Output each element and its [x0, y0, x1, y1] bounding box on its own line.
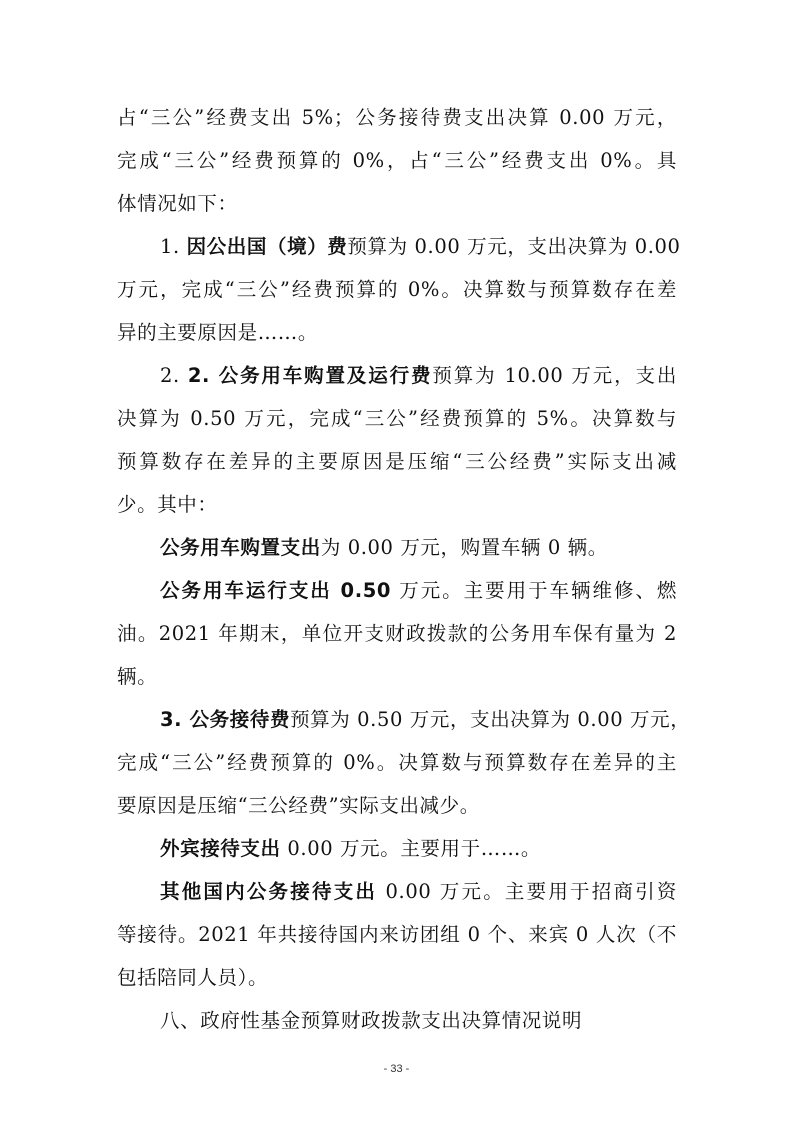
page-number: - 33 -	[383, 1063, 410, 1075]
item-1-line	[160, 235, 681, 259]
domestic-reception-text: 0.00 万元。主要用于招商引资	[377, 880, 677, 903]
paragraph-line: 完成“三公”经费预算的 0%。决算数与预算数存在差异的主	[117, 751, 677, 774]
paragraph-line: 决算为 0.50 万元，完成“三公”经费预算的 5%。决算数与	[117, 407, 677, 430]
paragraph-line: 占“三公”经费支出 5%；公务接待费支出决算 0.00 万元，	[117, 106, 677, 129]
paragraph-line: 预算数存在差异的主要原因是压缩“三公经费”实际支出减	[117, 450, 677, 473]
item-2-number: 2.	[160, 364, 188, 387]
vehicle-running-line	[160, 579, 677, 603]
vehicle-purchase-text: 为 0.00 万元，购置车辆 0 辆。	[320, 536, 608, 559]
item-1-number: 1.	[160, 235, 187, 258]
item-2-title: 2. 公务用车购置及运行费	[187, 364, 433, 387]
domestic-reception-title: 其他国内公务接待支出	[160, 880, 378, 903]
paragraph-line: 体情况如下：	[117, 192, 238, 215]
paragraph-line: 完成“三公”经费预算的 0%，占“三公”经费支出 0%。具	[117, 149, 677, 172]
item-1-text: 预算为 0.00 万元，支出决算为 0.00	[347, 235, 681, 258]
item-1-title: 因公出国（境）费	[186, 235, 348, 258]
domestic-reception-line	[160, 880, 677, 904]
vehicle-purchase-title: 公务用车购置支出	[160, 536, 321, 559]
paragraph-line: 万元，完成“三公”经费预算的 0%。决算数与预算数存在差	[117, 278, 677, 301]
vehicle-purchase-line	[160, 536, 677, 560]
paragraph-line: 要原因是压缩“三公经费”实际支出减少。	[117, 794, 480, 817]
paragraph-line: 油。2021 年期末，单位开支财政拨款的公务用车保有量为 2	[117, 622, 677, 645]
foreign-reception-title: 外宾接待支出	[160, 837, 281, 860]
paragraph-line: 辆。	[117, 665, 158, 688]
foreign-reception-line	[160, 837, 677, 861]
section-heading: 八、政府性基金预算财政拨款支出决算情况说明	[160, 1009, 583, 1032]
item-3-title: 3. 公务接待费	[160, 708, 291, 731]
foreign-reception-text: 0.00 万元。主要用于……。	[280, 837, 542, 860]
paragraph-line: 异的主要原因是……。	[117, 321, 319, 344]
item-2-text: 预算为 10.00 万元，支出	[432, 364, 677, 387]
item-3-line	[160, 708, 691, 732]
item-2-line	[160, 364, 677, 388]
item-3-text: 预算为 0.50 万元，支出决算为 0.00 万元，	[290, 708, 691, 731]
vehicle-running-text: 万元。主要用于车辆维修、燃	[391, 579, 677, 602]
paragraph-line: 等接待。2021 年共接待国内来访团组 0 个、来宾 0 人次（不	[117, 923, 677, 946]
vehicle-running-title: 公务用车运行支出 0.50	[160, 579, 392, 602]
paragraph-line: 少。其中：	[117, 493, 218, 516]
paragraph-line: 包括陪同人员）。	[117, 966, 269, 989]
